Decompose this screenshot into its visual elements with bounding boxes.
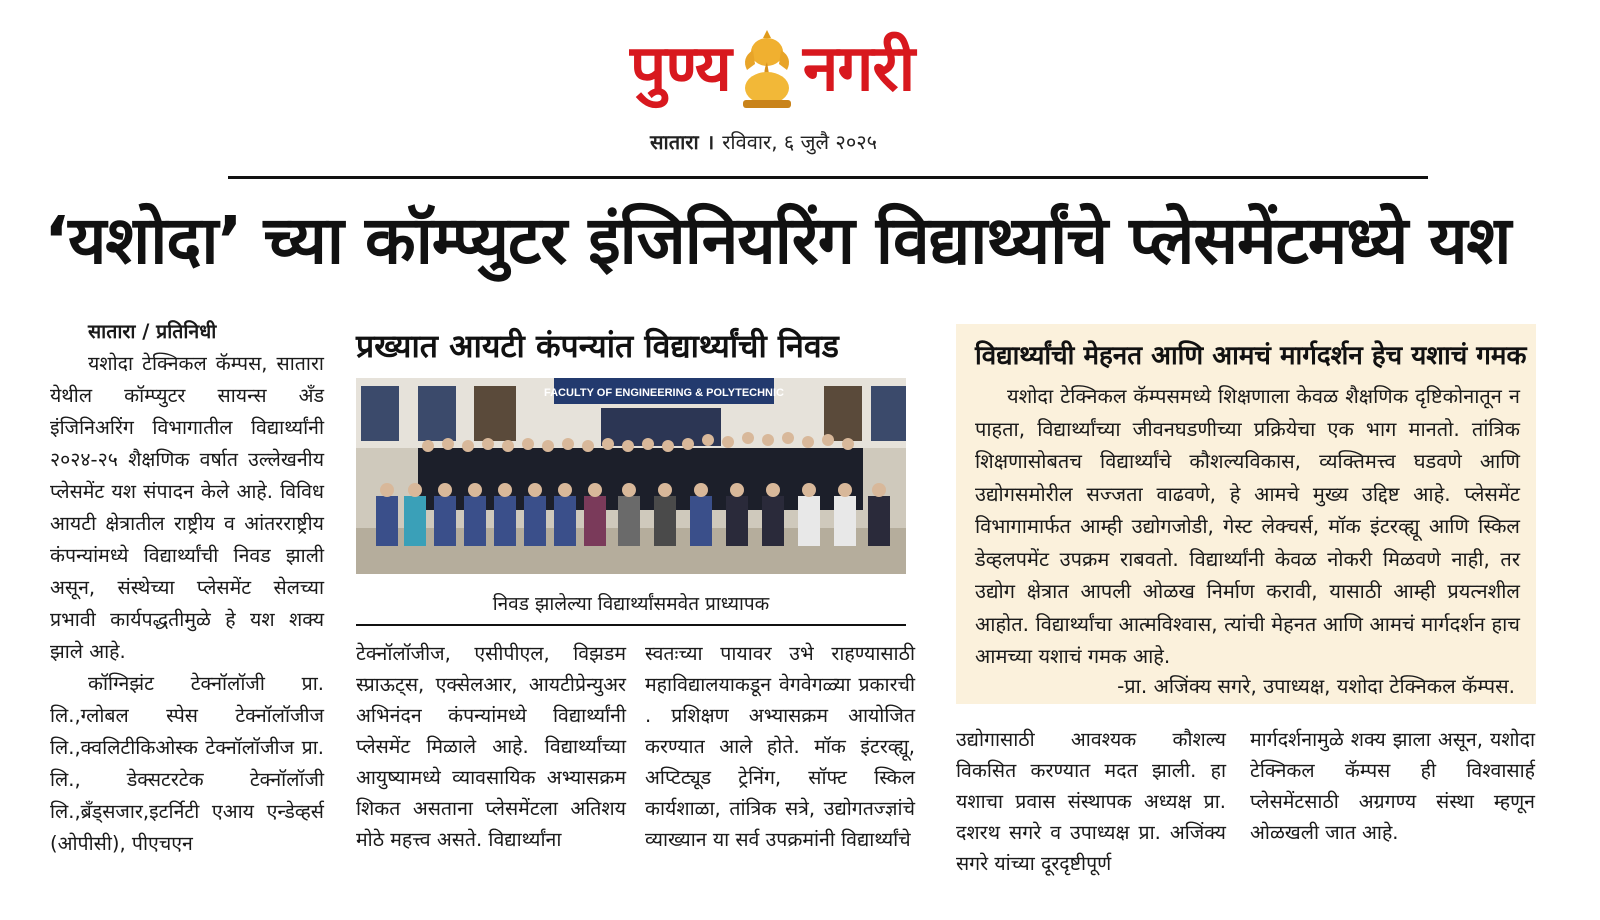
photo-caption: निवड झालेल्या विद्यार्थ्यांसमवेत प्राध्यापक [492, 593, 770, 615]
masthead-divider [228, 176, 1428, 179]
article-column-2 [356, 638, 626, 855]
paragraph: स्वतःच्या पायावर उभे राहण्यासाठी महाविद्यालयाकडून वेगवेगळ्या प्रकारची . प्रशिक्षण अभ्यासक्रम आयोजित करण्यात आले होते. मॉक इंटरव्ह्यू, अप्टिट्यूड ट्रेनिंग, सॉफ्ट स्किल कार्यशाळा, तांत्रिक सत्रे, उद्योगतज्ज्ञांचे व्याख्यान या सर्व उपक्रमांनी विद्यार्थ्यांचे [645, 642, 915, 851]
article-column-5 [1250, 724, 1535, 848]
paragraph: उद्योगासाठी आवश्यक कौशल्य विकसित करण्यात मदत झाली. हा यशाचा प्रवास संस्थापक अध्यक्ष प्रा. दशरथ सगरे व उपाध्यक्ष प्रा. अजिंक्य सगरे यांच्या दूरदृष्टीपूर्ण [956, 728, 1226, 875]
group-photo-illustration [356, 378, 906, 574]
photo-sign-text: FACULTY OF ENGINEERING & POLYTECHNIC [544, 387, 784, 399]
group-photo [356, 378, 906, 574]
logo-word-left: पुण्य [630, 32, 731, 106]
article-column-3 [645, 638, 915, 855]
paragraph: यशोदा टेक्निकल कॅम्पस, सातारा येथील कॉम्प्युटर सायन्स अँड इंजिनिअरिंग विभागातील विद्यार्थ्यांनी २०२४-२५ शैक्षणिक वर्षात उल्लेखनीय प्लेसमेंट यश संपादन केले आहे. विविध आयटी क्षेत्रातील राष्ट्रीय व आंतरराष्ट्रीय कंपन्यांमध्ये विद्यार्थ्यांची निवड झाली असून, संस्थेच्या प्लेसमेंट सेलच्या प्रभावी कार्यपद्धतीमुळे हे यश शक्य झाले आहे. [50, 352, 324, 663]
byline: सातारा / प्रतिनिधी [88, 320, 217, 343]
paragraph: मार्गदर्शनामुळे शक्य झाला असून, यशोदा टेक्निकल कॅम्पस ही विश्वासार्ह प्लेसमेंटसाठी अग्रगण्य संस्था म्हणून ओळखली जात आहे. [1250, 728, 1535, 844]
article-headline: ‘यशोदा’ च्या कॉम्प्युटर इंजिनियरिंग विद्यार्थ्यांचे प्लेसमेंटमध्ये यश [44, 202, 1511, 279]
dateline-separator: । [706, 130, 715, 154]
paragraph: टेक्नॉलॉजीज, एसीपीएल, विझडम स्प्राऊट्स, एक्सेलआर, आयटीप्रेन्युअर अभिनंदन कंपन्यांमध्ये विद्यार्थ्यांनी प्लेसमेंट मिळाले आहे. विद्यार्थ्यांच्या आयुष्यामध्ये व्यावसायिक अभ्यासक्रम शिकत असताना प्लेसमेंटला अतिशय मोठे महत्त्व असते. विद्यार्थ्यांना [356, 642, 626, 851]
quote-title: विद्यार्थ्यांची मेहनत आणि आमचं मार्गदर्शन हेच यशाचं गमक [975, 341, 1527, 371]
quote-body [975, 380, 1520, 673]
paragraph: कॉग्निझंट टेक्नॉलॉजी प्रा. लि.,ग्लोबल स्पेस टेक्नॉलॉजीज लि.,क्वलिटीकिओस्क टेक्नॉलॉजीज प्रा. लि., डेक्सटरटेक टेक्नॉलॉजी लि.,ब्रँड्सजार,इटर्निटी एआय एन्डेव्हर्स (ओपीसी), पीएचएन [50, 672, 324, 855]
dateline [650, 128, 877, 155]
quote-signature: -प्रा. अजिंक्य सगरे, उपाध्यक्ष, यशोदा टेक्निकल कॅम्पस. [1117, 674, 1515, 698]
article-subheading: प्रख्यात आयटी कंपन्यांत विद्यार्थ्यांची निवड [356, 327, 839, 365]
article-column-1 [50, 316, 324, 860]
quote-paragraph: यशोदा टेक्निकल कॅम्पसमध्ये शिक्षणाला केवळ शैक्षणिक दृष्टिकोनातून न पाहता, विद्यार्थ्यांच्या जीवनघडणीच्या प्रक्रियेचा एक भाग मानतो. तांत्रिक शिक्षणासोबतच विद्यार्थ्यांचे कौशल्यविकास, व्यक्तिमत्त्व घडवणे आणि उद्योगसमोरील सज्जता वाढवणे, हे आमचे मुख्य उद्दिष्ट आहे. प्लेसमेंट विभागामार्फत आम्ही उद्योगजोडी, गेस्ट लेक्चर्स, मॉक इंटरव्ह्यू आणि स्किल डेव्हलपमेंट उपक्रम राबवतो. विद्यार्थ्यांनी केवळ नोकरी मिळवणे नाही, तर उद्योग क्षेत्रात आपली ओळख निर्माण करावी, यासाठी आम्ही प्रयत्नशील आहोत. विद्यार्थ्यांचा आत्मविश्वास, त्यांची मेहनत आणि आमचं मार्गदर्शन हाच आमच्या यशाचं गमक आहे. [975, 384, 1520, 668]
masthead-logo [630, 20, 1020, 118]
article-column-4 [956, 724, 1226, 879]
edition-city: सातारा [650, 130, 699, 154]
ganesha-emblem-icon [735, 28, 799, 110]
logo-word-right: नगरी [802, 32, 915, 106]
edition-date: रविवार, ६ जुलै २०२५ [722, 130, 878, 154]
caption-divider [356, 624, 906, 626]
